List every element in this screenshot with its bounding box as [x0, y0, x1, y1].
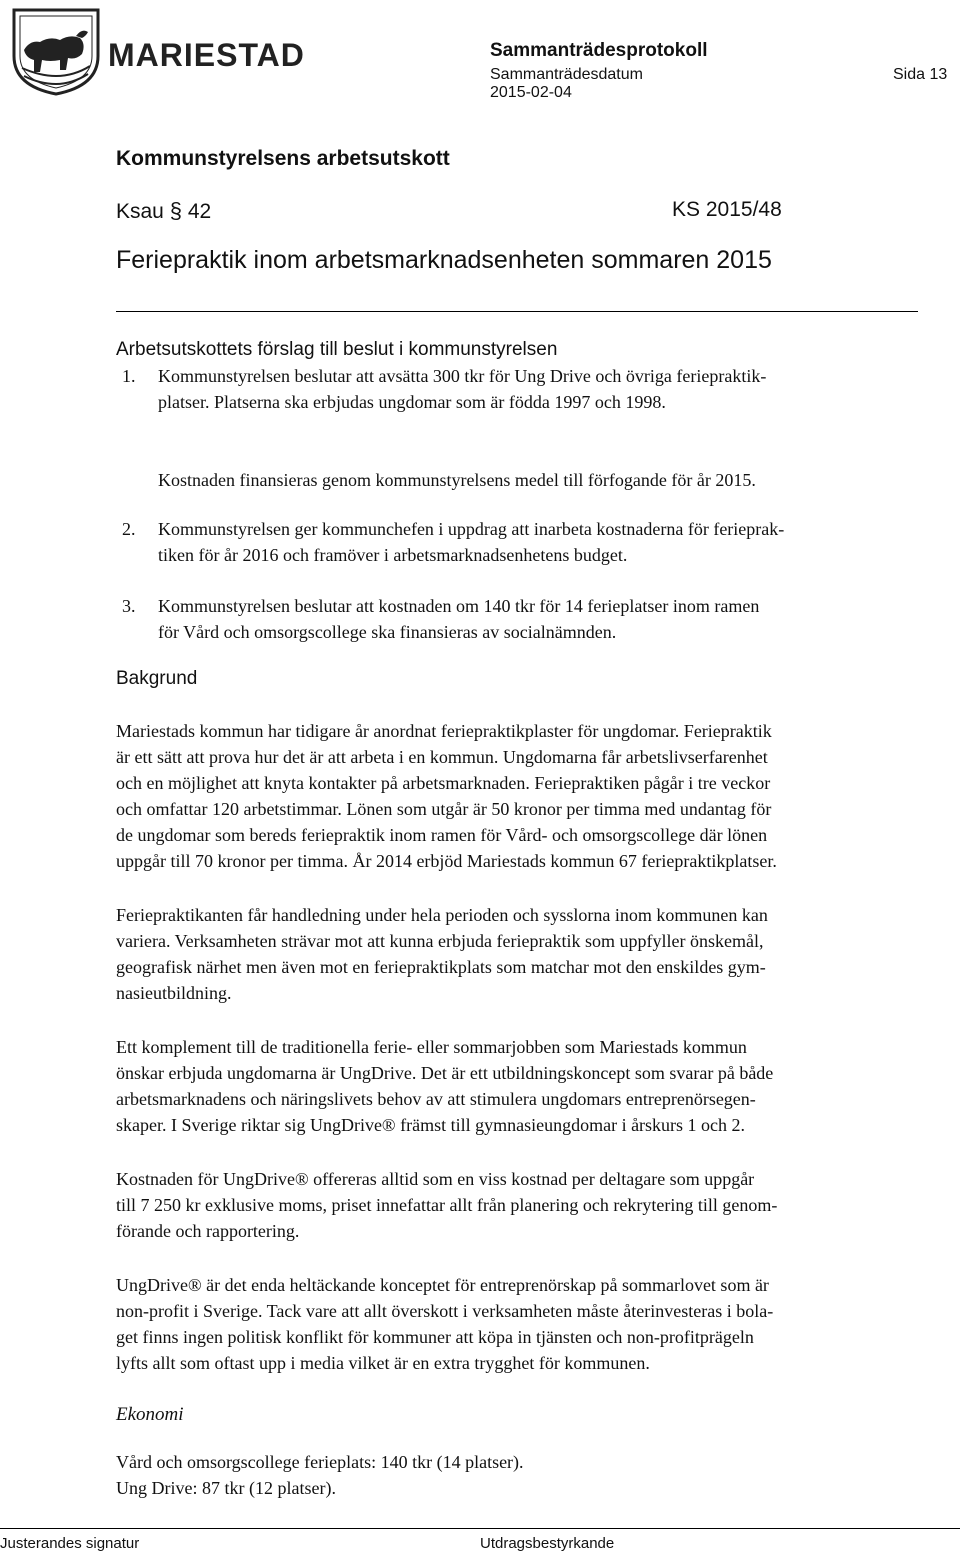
- proposal-heading: Arbetsutskottets förslag till beslut i kommunstyrelsen: [116, 339, 558, 360]
- document-type: Sammanträdesprotokoll: [490, 40, 708, 61]
- paragraph-line: variera. Verksamheten strävar mot att kunna erbjuda feriepraktik som uppfyller önskemål,: [116, 931, 764, 951]
- footer-divider: [0, 1528, 960, 1529]
- item-number: 2.: [122, 519, 136, 539]
- item-1-continuation: Kostnaden finansieras genom kommunstyrelsens medel till förfogande för år 2015.: [158, 470, 756, 490]
- footer-signature-label: Justerandes signatur: [0, 1535, 140, 1552]
- economy-line: Ung Drive: 87 tkr (12 platser).: [116, 1478, 336, 1498]
- paragraph-line: arbetsmarknadens och näringslivets behov av att stimulera ungdomars entreprenörsegen-: [116, 1089, 756, 1109]
- footer-certification-label: Utdragsbestyrkande: [480, 1535, 615, 1552]
- economy-heading: Ekonomi: [116, 1404, 184, 1425]
- paragraph-line: geografisk närhet men även mot en feriepraktikplats som matchar mot den enskildes gym-: [116, 957, 766, 977]
- paragraph-line: Mariestads kommun har tidigare år anordnat feriepraktikplaster för ungdomar. Feriepraktik: [116, 721, 772, 741]
- paragraph-line: Kostnaden för UngDrive® offereras alltid som en viss kostnad per deltagare som uppgår: [116, 1169, 755, 1189]
- meeting-date-label: Sammanträdesdatum: [490, 66, 643, 83]
- section-sign: §: [169, 198, 182, 223]
- meeting-date: 2015-02-04: [490, 84, 572, 101]
- paragraph-line: get finns ingen politisk konflikt för kommuner att köpa in tjänsten och non-profitprägeln: [116, 1327, 754, 1347]
- paragraph-line: är ett sätt att prova hur det är att arbeta i en kommun. Ungdomarna får arbetslivserfarenhet: [116, 747, 768, 767]
- paragraph-line: till 7 250 kr exklusive moms, priset innefattar allt från planering och rekrytering till genom-: [116, 1195, 778, 1215]
- logo-wordmark: MARIESTAD: [108, 37, 305, 73]
- paragraph-line: Feriepraktikanten får handledning under hela perioden och sysslorna inom kommunen kan: [116, 905, 768, 925]
- paragraph-line: Ett komplement till de traditionella ferie- eller sommarjobben som Mariestads kommun: [116, 1037, 747, 1057]
- paragraph-line: förande och rapportering.: [116, 1221, 300, 1241]
- page-number: Sida 13: [893, 66, 948, 83]
- subject-title: Feriepraktik inom arbetsmarknadsenheten sommaren 2015: [116, 246, 772, 274]
- item-line: Kommunstyrelsen beslutar att avsätta 300 tkr för Ung Drive och övriga feriepraktik-: [158, 366, 767, 386]
- paragraph-line: skaper. I Sverige riktar sig UngDrive® främst till gymnasieungdomar i årskurs 1 och 2.: [116, 1115, 746, 1135]
- section-reference: [116, 198, 211, 224]
- title-divider: [116, 311, 918, 312]
- background-heading: Bakgrund: [116, 668, 198, 689]
- item-line: för Vård och omsorgscollege ska finansieras av socialnämnden.: [158, 622, 617, 642]
- paragraph-line: önskar erbjuda ungdomarna är UngDrive. Det är ett utbildningskoncept som svarar på både: [116, 1063, 774, 1083]
- paragraph-line: nasieutbildning.: [116, 983, 232, 1003]
- paragraph-line: de ungdomar som bereds feriepraktik inom ramen för Vård- och omsorgscollege där lönen: [116, 825, 768, 845]
- section-number: 42: [187, 200, 212, 223]
- item-line: Kommunstyrelsen beslutar att kostnaden om 140 tkr för 14 ferieplatser inom ramen: [158, 596, 760, 616]
- background-paragraph-4: [116, 1166, 946, 1244]
- case-number: KS 2015/48: [672, 198, 782, 221]
- item-line: platser. Platserna ska erbjudas ungdomar som är födda 1997 och 1998.: [158, 392, 666, 412]
- committee-name: Kommunstyrelsens arbetsutskott: [116, 147, 450, 170]
- paragraph-line: uppgår till 70 kronor per timma. År 2014 erbjöd Mariestads kommun 67 feriepraktikplatser.: [116, 851, 777, 871]
- paragraph-line: och en möjlighet att knyta kontakter på arbetsmarknaden. Feriepraktiken pågår i tre veckor: [116, 773, 771, 793]
- paragraph-line: UngDrive® är det enda heltäckande konceptet för entreprenörskap på sommarlovet som är: [116, 1275, 769, 1295]
- background-paragraph-1: [116, 718, 946, 874]
- paragraph-line: non-profit i Sverige. Tack vare att allt överskott i verksamheten måste återinvesteras i bola-: [116, 1301, 774, 1321]
- paragraph-line: lyfts allt som oftast upp i media vilket är en extra trygghet för kommunen.: [116, 1353, 650, 1373]
- item-line: Kommunstyrelsen ger kommunchefen i uppdrag att inarbeta kostnaderna för ferieprak-: [158, 519, 785, 539]
- item-number: 1.: [122, 366, 136, 386]
- background-paragraph-2: [116, 902, 946, 1006]
- economy-paragraph: [116, 1449, 946, 1501]
- paragraph-line: och omfattar 120 arbetstimmar. Lönen som utgår är 50 kronor per timma med undantag för: [116, 799, 772, 819]
- item-number: 3.: [122, 596, 136, 616]
- section-prefix: Ksau: [116, 200, 164, 223]
- background-paragraph-3: [116, 1034, 946, 1138]
- economy-line: Vård och omsorgscollege ferieplats: 140 tkr (14 platser).: [116, 1452, 524, 1472]
- item-line: tiken för år 2016 och framöver i arbetsmarknadsenhetens budget.: [158, 545, 628, 565]
- coat-of-arms-icon: [14, 10, 98, 94]
- mariestad-logo: [10, 6, 305, 96]
- background-paragraph-5: [116, 1272, 946, 1376]
